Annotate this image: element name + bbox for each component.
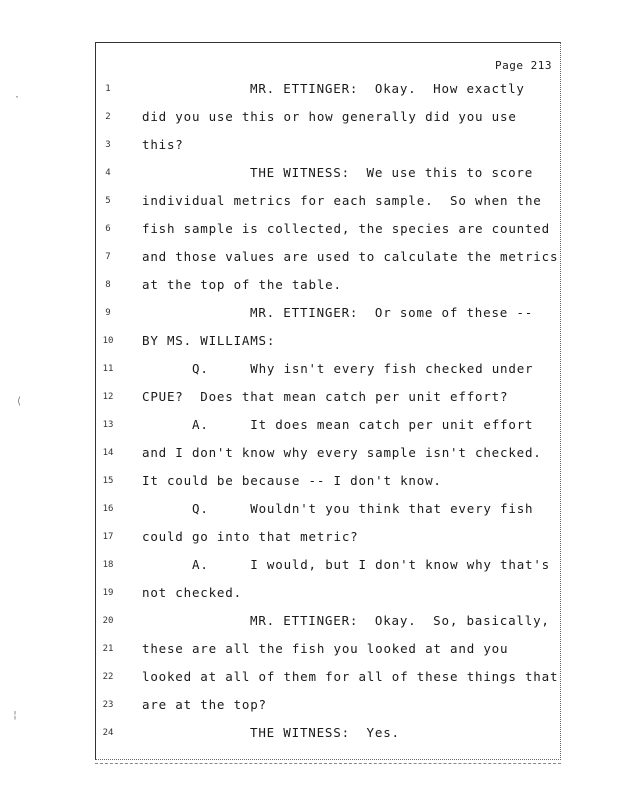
line-number: 12	[102, 392, 114, 402]
line-number: 19	[102, 588, 114, 598]
line-number: 22	[102, 672, 114, 682]
transcript-line	[96, 193, 562, 213]
margin-mark-icon: ¦	[12, 710, 19, 721]
transcript-line	[96, 445, 562, 465]
line-number: 13	[102, 420, 114, 430]
line-number: 5	[105, 196, 111, 206]
line-number: 11	[102, 364, 114, 374]
page-number: Page 213	[495, 59, 552, 72]
transcript-line	[96, 501, 562, 521]
line-number: 4	[105, 168, 111, 178]
transcript-line	[96, 417, 562, 437]
line-text: Q. Why isn't every fish checked under	[192, 361, 534, 376]
line-number: 10	[102, 336, 114, 346]
line-number: 15	[102, 476, 114, 486]
line-text: CPUE? Does that mean catch per unit effort?	[142, 389, 509, 404]
transcript-page	[95, 42, 561, 760]
line-text: did you use this or how generally did you use	[142, 109, 517, 124]
line-number: 9	[105, 308, 111, 318]
line-text: MR. ETTINGER: Okay. How exactly	[250, 81, 525, 96]
line-number: 16	[102, 504, 114, 514]
line-text: THE WITNESS: Yes.	[250, 725, 400, 740]
line-number: 23	[102, 700, 114, 710]
line-text: could go into that metric?	[142, 529, 359, 544]
margin-mark-icon: ·	[14, 92, 21, 103]
line-text: A. It does mean catch per unit effort	[192, 417, 534, 432]
line-number: 8	[105, 280, 111, 290]
transcript-line	[96, 669, 562, 689]
line-number: 1	[105, 84, 111, 94]
line-number: 18	[102, 560, 114, 570]
line-text: BY MS. WILLIAMS:	[142, 333, 276, 348]
margin-mark-icon: ⟨	[16, 396, 23, 407]
line-number: 17	[102, 532, 114, 542]
transcript-line	[96, 557, 562, 577]
line-number: 20	[102, 616, 114, 626]
transcript-line	[96, 725, 562, 745]
bottom-rule	[95, 763, 561, 766]
line-number: 14	[102, 448, 114, 458]
line-text: these are all the fish you looked at and you	[142, 641, 509, 656]
transcript-line	[96, 529, 562, 549]
transcript-line	[96, 165, 562, 185]
line-text: not checked.	[142, 585, 242, 600]
line-text: THE WITNESS: We use this to score	[250, 165, 534, 180]
line-text: fish sample is collected, the species are counted	[142, 221, 550, 236]
transcript-line	[96, 361, 562, 381]
transcript-line	[96, 333, 562, 353]
line-number: 2	[105, 112, 111, 122]
transcript-line	[96, 305, 562, 325]
line-text: are at the top?	[142, 697, 267, 712]
transcript-line	[96, 389, 562, 409]
line-text: MR. ETTINGER: Okay. So, basically,	[250, 613, 550, 628]
transcript-line	[96, 249, 562, 269]
line-number: 21	[102, 644, 114, 654]
line-text: looked at all of them for all of these things that	[142, 669, 559, 684]
line-text: this?	[142, 137, 184, 152]
line-text: individual metrics for each sample. So when the	[142, 193, 542, 208]
transcript-line	[96, 137, 562, 157]
line-text: It could be because -- I don't know.	[142, 473, 442, 488]
line-number: 7	[105, 252, 111, 262]
line-text: and I don't know why every sample isn't checked.	[142, 445, 542, 460]
line-text: A. I would, but I don't know why that's	[192, 557, 551, 572]
transcript-line	[96, 641, 562, 661]
transcript-line	[96, 277, 562, 297]
transcript-line	[96, 697, 562, 717]
transcript-line	[96, 81, 562, 101]
line-text: and those values are used to calculate the metrics	[142, 249, 559, 264]
transcript-line	[96, 221, 562, 241]
transcript-line	[96, 613, 562, 633]
transcript-line	[96, 109, 562, 129]
line-number: 6	[105, 224, 111, 234]
line-text: at the top of the table.	[142, 277, 342, 292]
transcript-line	[96, 473, 562, 493]
line-text: Q. Wouldn't you think that every fish	[192, 501, 534, 516]
transcript-line	[96, 585, 562, 605]
line-text: MR. ETTINGER: Or some of these --	[250, 305, 534, 320]
line-number: 3	[105, 140, 111, 150]
line-number: 24	[102, 728, 114, 738]
